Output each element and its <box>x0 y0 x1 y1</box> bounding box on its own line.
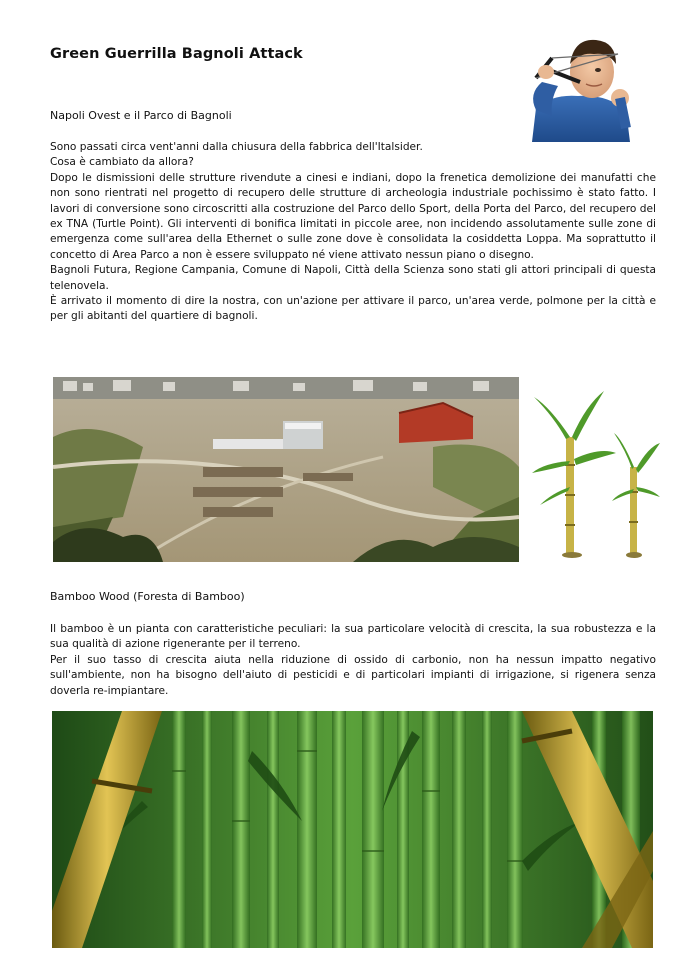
paragraph: Sono passati circa vent'anni dalla chiusura della fabbrica dell'Italsider. <box>50 141 423 153</box>
bamboo-forest-photo <box>52 711 653 948</box>
section-text-bamboo <box>50 622 656 699</box>
bamboo-plant-photo <box>530 377 662 562</box>
paragraph: Cosa è cambiato da allora? <box>50 156 194 169</box>
bagnoli-aerial-photo <box>53 377 519 562</box>
paragraph: È arrivato il momento di dire la nostra, con un'azione per attivare il parco, un'area verde, polmone per la città e per gli abitanti del quartiere di bagnoli. <box>50 295 656 323</box>
paragraph: Bagnoli Futura, Regione Campania, Comune di Napoli, Città della Scienza sono stati gli attori principali di questa telenovela. <box>50 264 656 292</box>
paragraph: Il bamboo è un pianta con caratteristiche peculiari: la sua particolare velocità di crescita, la sua robustezza e la sua qualità di azione rigenerante per il terreno. <box>50 623 656 651</box>
section-heading-bagnoli: Napoli Ovest e il Parco di Bagnoli <box>50 109 232 122</box>
page-title: Green Guerrilla Bagnoli Attack <box>50 46 303 62</box>
section-text-bagnoli <box>50 140 656 325</box>
paragraph: Per il suo tasso di crescita aiuta nella riduzione di ossido di carbonio, non ha nessun impatto negativo sull'ambiente, non ha bisogno dell'aiuto di pesticidi e di particolari impianti di irrigazione, si rigenera senza doverla re-impiantare. <box>50 653 656 697</box>
paragraph: Dopo le dismissioni delle strutture rivendute a cinesi e indiani, dopo la frenetica demolizione dei manufatti che non sono rientrati nel progetto di recupero delle strutture di archeologia industriale pochissimo è stato fatto. I lavori di conversione sono circoscritti alla costruzione del Parco dello Sport, della Porta del Parco, del recupero del ex TNA (Turtle Point). Gli interventi di bonifica limitati in piccole aree, non incidendo assolutamente sulle zone di emergenza come sull'area della Ethernet o sulle zone dove è consolidata la cosiddetta Loppa. Ma soprattutto il concetto di Area Parco a non è essere sviluppato né viene attivato nessun piano o disegno. <box>50 171 656 261</box>
boy-with-slingshot-photo <box>522 24 634 142</box>
section-heading-bamboo: Bamboo Wood (Foresta di Bamboo) <box>50 590 245 603</box>
